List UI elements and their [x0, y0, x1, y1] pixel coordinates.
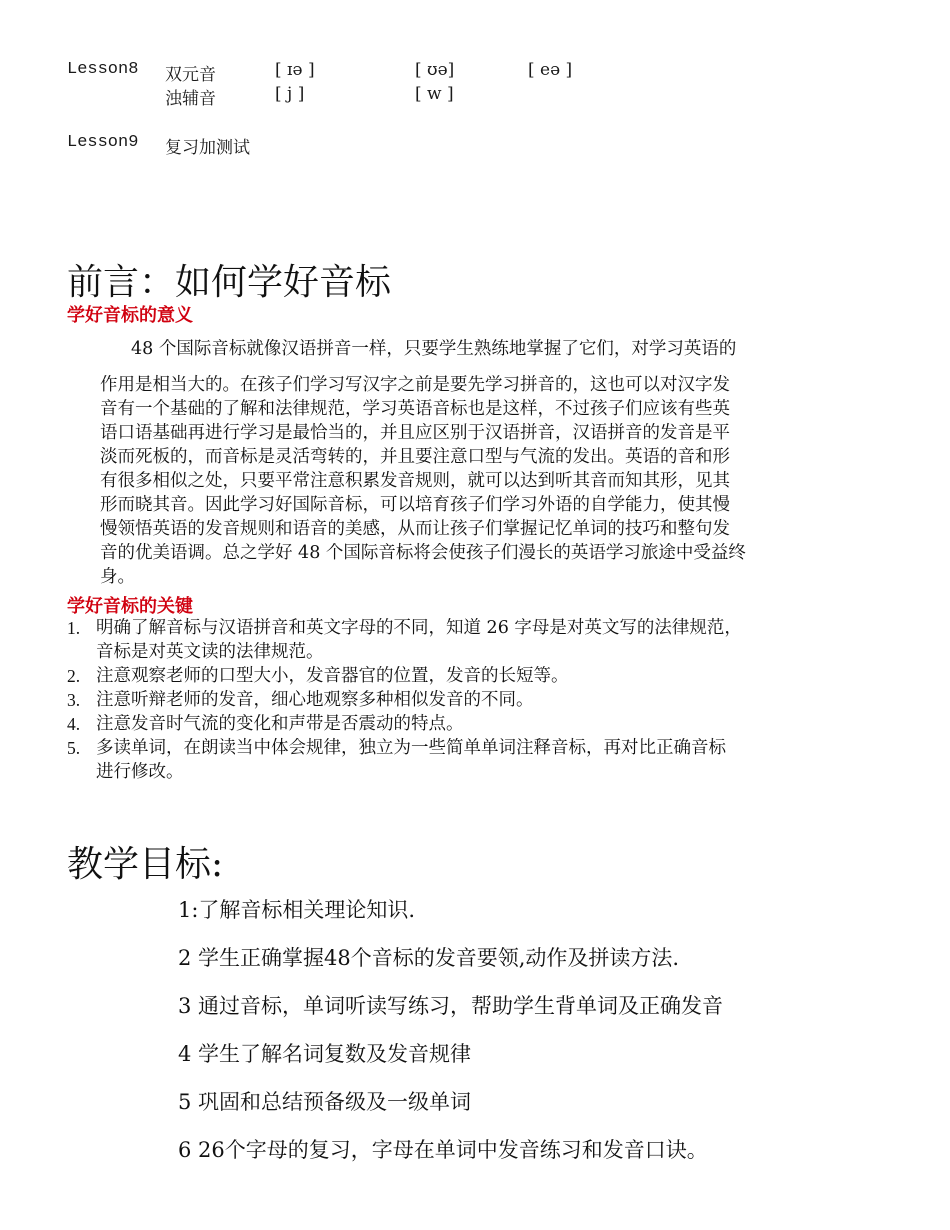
list-number: 3.: [67, 690, 81, 710]
phonetic-symbol: [ j ]: [275, 84, 305, 104]
lesson8-category-diphthong: 双元音: [165, 65, 216, 85]
list-item: [67, 616, 897, 664]
list-item: [67, 664, 897, 688]
list-number: 1.: [67, 618, 81, 638]
paragraph-line: 淡而死板的，而音标是灵活弯转的，并且要注意口型与气流的发出。英语的音和形: [100, 447, 730, 467]
list-number: 4.: [67, 714, 81, 734]
goal-item: 3 通过音标，单词听读写练习，帮助学生背单词及正确发音: [178, 994, 724, 1018]
list-item: [67, 688, 897, 712]
list-item-line: 进行修改。: [96, 762, 184, 782]
list-number: 5.: [67, 738, 81, 758]
list-item-line: 明确了解音标与汉语拼音和英文字母的不同，知道 26 字母是对英文写的法律规范，: [96, 618, 742, 638]
list-item-line: 注意观察老师的口型大小，发音器官的位置，发音的长短等。: [96, 666, 569, 686]
meaning-paragraph: [100, 373, 900, 589]
paragraph-line: 音有一个基础的了解和法律规范，学习英语音标也是这样，不过孩子们应该有些英: [100, 399, 730, 419]
list-item-line: 音标是对英文读的法律规范。: [96, 642, 324, 662]
paragraph-line: 音的优美语调。总之学好 48 个国际音标将会使孩子们漫长的英语学习旅途中受益终: [100, 543, 746, 563]
phonetic-symbol: [ w ]: [415, 84, 454, 104]
meaning-heading: 学好音标的意义: [67, 305, 193, 326]
phonetic-symbol: [ eə ]: [528, 60, 573, 80]
goal-item: 4 学生了解名词复数及发音规律: [178, 1042, 472, 1066]
list-item: [67, 736, 897, 784]
goal-item: 6 26个字母的复习，字母在单词中发音练习和发音口诀。: [178, 1138, 708, 1162]
key-heading: 学好音标的关键: [67, 596, 193, 617]
preface-title: 前言：如何学好音标: [67, 262, 392, 303]
goal-item: 1:了解音标相关理论知识.: [178, 898, 416, 922]
goal-item: 5 巩固和总结预备级及一级单词: [178, 1090, 472, 1114]
paragraph-line: 语口语基础再进行学习是最恰当的，并且应区别于汉语拼音，汉语拼音的发音是平: [100, 423, 730, 443]
lesson9-label: Lesson9: [67, 133, 139, 152]
paragraph-line: 形而晓其音。因此学习好国际音标，可以培育孩子们学习外语的自学能力，使其慢: [100, 495, 730, 515]
phonetic-symbol: [ ɪə ]: [275, 60, 315, 80]
list-item-line: 注意发音时气流的变化和声带是否震动的特点。: [96, 714, 464, 734]
goals-title: 教学目标:: [67, 844, 224, 885]
meaning-first-line: 48 个国际音标就像汉语拼音一样，只要学生熟练地掌握了它们，对学习英语的: [131, 339, 737, 359]
key-list: [67, 616, 897, 784]
list-number: 2.: [67, 666, 81, 686]
goal-item: 2 学生正确掌握48个音标的发音要领,动作及拼读方法.: [178, 946, 680, 970]
list-item-line: 注意听辩老师的发音，细心地观察多种相似发音的不同。: [96, 690, 534, 710]
lesson9-description: 复习加测试: [165, 138, 250, 158]
phonetic-symbol: [ ʊə]: [415, 60, 455, 80]
list-item-line: 多读单词，在朗读当中体会规律，独立为一些简单单词注释音标，再对比正确音标: [96, 738, 726, 758]
paragraph-line: 作用是相当大的。在孩子们学习写汉字之前是要先学习拼音的，这也可以对汉字发: [100, 375, 730, 395]
paragraph-line: 身。: [100, 567, 135, 587]
lesson8-category-voiced-consonant: 浊辅音: [165, 89, 216, 109]
paragraph-line: 有很多相似之处，只要平常注意积累发音规则，就可以达到听其音而知其形，见其: [100, 471, 730, 491]
lesson8-label: Lesson8: [67, 60, 139, 79]
list-item: [67, 712, 897, 736]
paragraph-line: 慢领悟英语的发音规则和语音的美感，从而让孩子们掌握记忆单词的技巧和整句发: [100, 519, 730, 539]
